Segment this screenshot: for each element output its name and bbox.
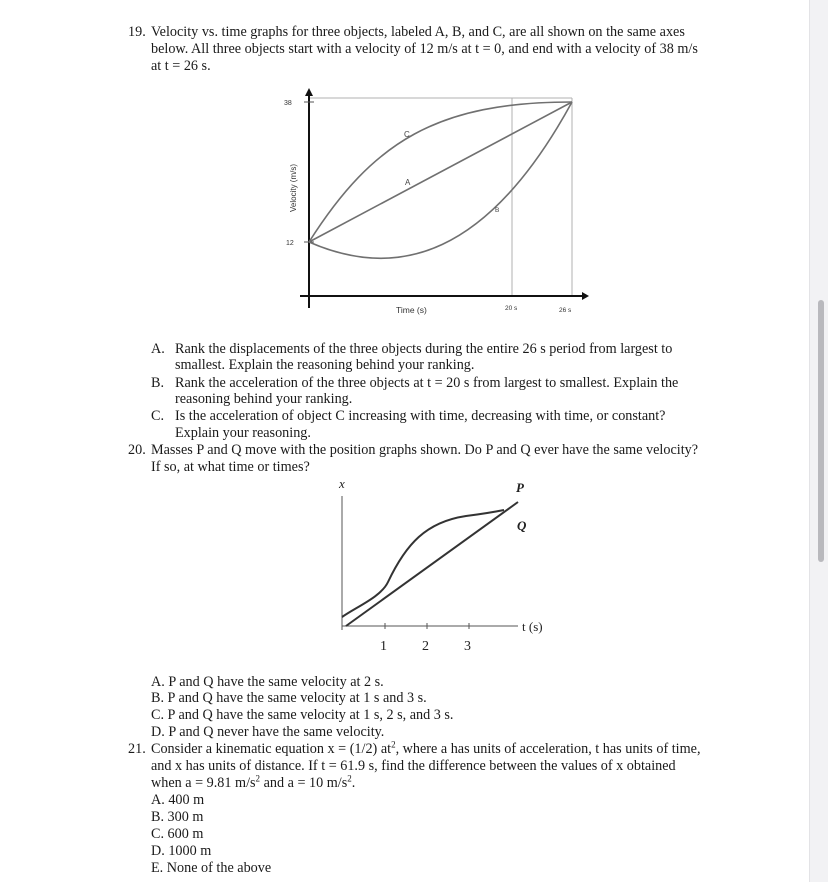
- tick-label-1: 1: [380, 639, 387, 654]
- q19b-line1: Rank the acceleration of the three objects at t = 20 s from largest to smallest. Explain the: [175, 375, 679, 391]
- q21-choice-a: A. 400 m: [151, 792, 205, 808]
- scrollbar-track[interactable]: [809, 0, 828, 882]
- q20-option-d: D. P and Q never have the same velocity.: [151, 724, 385, 740]
- y-tick-label-38: 38: [284, 100, 292, 107]
- q20-number: 20.: [128, 442, 146, 458]
- curve-q: [342, 510, 504, 617]
- q20-position-graph: [326, 474, 562, 658]
- q19c-line1: Is the acceleration of object C increasing with time, decreasing with time, or constant?: [175, 408, 666, 424]
- q20-option-a: A. P and Q have the same velocity at 2 s.: [151, 674, 384, 690]
- line-p: [346, 502, 518, 626]
- tick-label-2: 2: [422, 639, 429, 654]
- y-axis-label: x: [339, 476, 345, 491]
- q21-number: 21.: [128, 741, 146, 757]
- scrollbar-thumb[interactable]: [818, 300, 824, 562]
- label-p: P: [516, 480, 524, 495]
- y-axis-arrow-icon: [305, 88, 313, 96]
- curve-label-b: B: [495, 207, 500, 214]
- q19-velocity-graph: [278, 86, 598, 322]
- x-axis-label: Time (s): [396, 305, 427, 315]
- curve-a: [309, 102, 572, 242]
- q20-text-line2: If so, at what time or times?: [151, 459, 310, 475]
- label-q: Q: [517, 518, 527, 533]
- q21-choice-d: D. 1000 m: [151, 843, 212, 859]
- curve-label-c: C: [404, 130, 410, 139]
- x-tick-label-20: 20 s: [505, 305, 518, 312]
- q21-text-line2: and x has units of distance. If t = 61.9 s, find the difference between the values of x obtained: [151, 758, 676, 774]
- q21-choice-c: C. 600 m: [151, 826, 204, 842]
- curve-label-a: A: [405, 178, 411, 187]
- q19c-line2: Explain your reasoning.: [175, 425, 311, 441]
- curve-b: [309, 102, 572, 258]
- x-tick-label-26: 26 s: [559, 307, 572, 314]
- q19-text-line1: Velocity vs. time graphs for three objects, labeled A, B, and C, are all shown on the same axes: [151, 24, 685, 40]
- q19b-letter: B.: [151, 375, 165, 391]
- q20-option-c: C. P and Q have the same velocity at 1 s, 2 s, and 3 s.: [151, 707, 454, 723]
- q19-number: 19.: [128, 24, 146, 40]
- x-axis-label: t (s): [522, 619, 543, 634]
- y-axis-label: Velocity (m/s): [289, 163, 298, 212]
- q19a-line2: smallest. Explain the reasoning behind your ranking.: [175, 357, 475, 373]
- x-axis-arrow-icon: [582, 292, 589, 300]
- q20-option-b: B. P and Q have the same velocity at 1 s and 3 s.: [151, 690, 427, 706]
- q19a-line1: Rank the displacements of the three objects during the entire 26 s period from largest to: [175, 341, 673, 357]
- q19-text-line2: below. All three objects start with a velocity of 12 m/s at t = 0, and end with a velocity of 38 m/s: [151, 41, 698, 57]
- q21-choice-e: E. None of the above: [151, 860, 272, 876]
- q21-text-line1: Consider a kinematic equation x = (1/2) $at^2$, where a has units of acceleration, t has units of time,: [151, 739, 701, 757]
- q19-text-line3: at t = 26 s.: [151, 58, 211, 74]
- q20-text-line1: Masses P and Q move with the position graphs shown. Do P and Q ever have the same velocity?: [151, 442, 699, 458]
- q19b-line2: reasoning behind your ranking.: [175, 391, 353, 407]
- q21-text-line3: when a = 9.81 $m/s^2$ and a = 10 $m/s^2$.: [151, 773, 356, 791]
- q19a-letter: A.: [151, 341, 165, 357]
- q21-choice-b: B. 300 m: [151, 809, 204, 825]
- tick-label-3: 3: [464, 639, 471, 654]
- y-tick-label-12: 12: [286, 240, 294, 247]
- q19c-letter: C.: [151, 408, 165, 424]
